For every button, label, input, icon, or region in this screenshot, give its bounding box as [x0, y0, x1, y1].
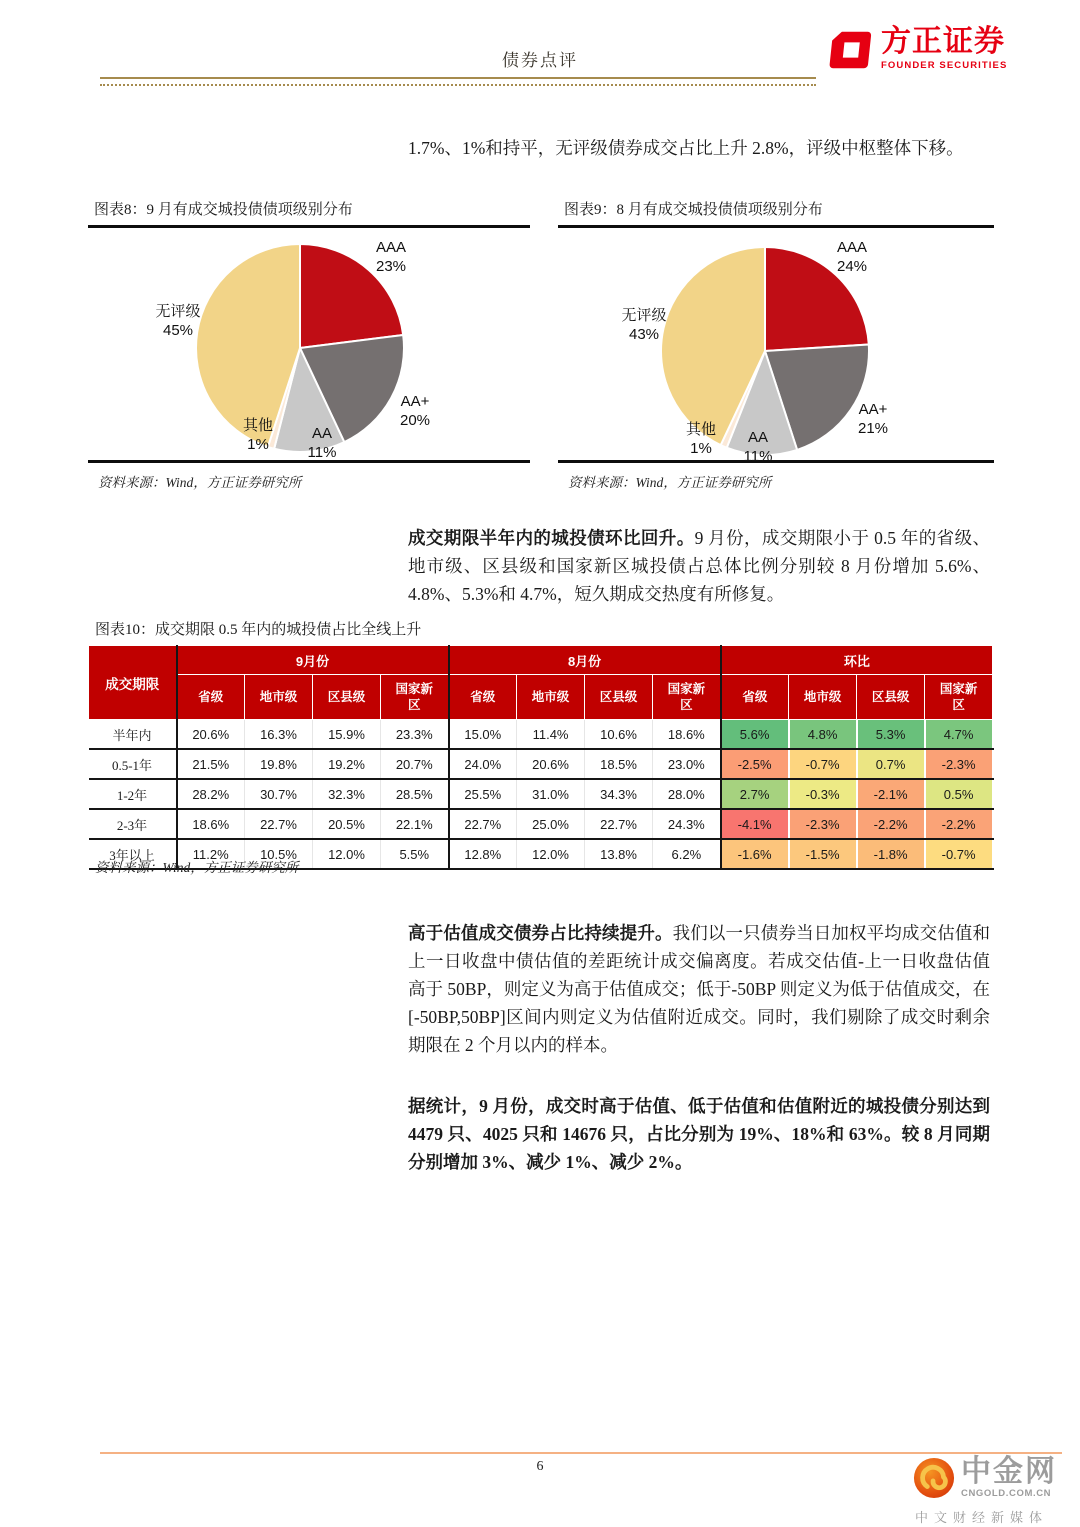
- cell-august: 24.3%: [653, 809, 721, 839]
- table-row: [89, 749, 993, 779]
- report-section-title: 债券点评: [502, 51, 578, 70]
- cell-september: 5.5%: [381, 839, 449, 869]
- cell-august: 25.0%: [517, 809, 585, 839]
- table-sub-header: 国家新区: [925, 675, 993, 720]
- cell-august: 6.2%: [653, 839, 721, 869]
- cell-mom-change: -2.3%: [925, 749, 993, 779]
- table-group-header: 9月份: [177, 646, 449, 675]
- cngold-tagline: 中文财经新媒体: [915, 1510, 1049, 1525]
- cell-september: 11.2%: [177, 839, 245, 869]
- table-sub-header: 省级: [721, 675, 789, 720]
- cell-september: 22.7%: [245, 809, 313, 839]
- cell-august: 18.5%: [585, 749, 653, 779]
- table-source: 资料来源：Wind，方正证券研究所: [95, 860, 299, 875]
- cell-august: 10.6%: [585, 720, 653, 750]
- pie-label-其他: 其他 1%: [242, 417, 274, 453]
- cell-mom-change: -1.6%: [721, 839, 789, 869]
- table-sub-header: 省级: [177, 675, 245, 720]
- table-corner-header: 成交期限: [89, 646, 177, 720]
- pie-label-AA+: AA+ 21%: [857, 401, 889, 437]
- row-label: 半年内: [89, 720, 177, 750]
- pie-chart-september: [88, 228, 530, 463]
- table-sub-header: 省级: [449, 675, 517, 720]
- page-number: 6: [536, 1459, 544, 1474]
- cell-mom-change: -0.3%: [789, 779, 857, 809]
- cell-september: 12.0%: [313, 839, 381, 869]
- paragraph-lead: 高于估值成交债券占比持续提升。: [408, 922, 673, 943]
- cell-august: 12.0%: [517, 839, 585, 869]
- cell-mom-change: -0.7%: [789, 749, 857, 779]
- cell-september: 20.6%: [177, 720, 245, 750]
- table-sub-header: 国家新区: [381, 675, 449, 720]
- pie-chart-august: [558, 228, 994, 463]
- table-sub-header: 区县级: [313, 675, 381, 720]
- cell-mom-change: 2.7%: [721, 779, 789, 809]
- footer-rule: [100, 1452, 1062, 1454]
- pie-label-AAA: AAA 24%: [836, 239, 868, 275]
- cell-mom-change: -2.2%: [857, 809, 925, 839]
- cngold-logo-icon: [913, 1457, 955, 1504]
- cell-september: 20.7%: [381, 749, 449, 779]
- table-title: 图表10：成交期限 0.5 年内的城投债占比全线上升: [95, 622, 422, 638]
- cell-september: 30.7%: [245, 779, 313, 809]
- cell-august: 31.0%: [517, 779, 585, 809]
- cell-august: 24.0%: [449, 749, 517, 779]
- cell-mom-change: -1.5%: [789, 839, 857, 869]
- cell-august: 12.8%: [449, 839, 517, 869]
- cngold-domain: CNGOLD.COM.CN: [961, 1488, 1052, 1499]
- cell-mom-change: -2.3%: [789, 809, 857, 839]
- cell-mom-change: -2.2%: [925, 809, 993, 839]
- chart-figure-8: [88, 196, 530, 491]
- paragraph-maturity: [408, 524, 990, 608]
- founder-logo-cn-text: 方正证券: [881, 25, 1005, 58]
- founder-logo-en-text: FOUNDER SECURITIES: [881, 59, 1008, 71]
- cell-mom-change: 4.7%: [925, 720, 993, 750]
- cell-august: 13.8%: [585, 839, 653, 869]
- cell-september: 15.9%: [313, 720, 381, 750]
- cell-august: 22.7%: [585, 809, 653, 839]
- pie-label-其他: 其他 1%: [685, 421, 717, 457]
- table-row: [89, 779, 993, 809]
- pie-label-AA+: AA+ 20%: [399, 393, 431, 429]
- table-sub-header: 区县级: [585, 675, 653, 720]
- cell-august: 22.7%: [449, 809, 517, 839]
- cell-september: 16.3%: [245, 720, 313, 750]
- cell-september: 20.5%: [313, 809, 381, 839]
- paragraph-lead: 成交期限半年内的城投债环比回升。: [408, 527, 695, 548]
- table-sub-header: 区县级: [857, 675, 925, 720]
- founder-logo-icon: [826, 26, 874, 79]
- row-label: 3年以上: [89, 839, 177, 869]
- header-rule: [100, 77, 816, 79]
- cell-august: 18.6%: [653, 720, 721, 750]
- cell-september: 32.3%: [313, 779, 381, 809]
- cell-mom-change: -2.5%: [721, 749, 789, 779]
- table-sub-header: 地市级: [245, 675, 313, 720]
- founder-securities-logo: [826, 26, 1007, 79]
- table-group-header: 环比: [721, 646, 993, 675]
- cell-september: 19.8%: [245, 749, 313, 779]
- cell-mom-change: 5.3%: [857, 720, 925, 750]
- cell-mom-change: 0.7%: [857, 749, 925, 779]
- pie-label-AA: AA 11%: [307, 425, 337, 461]
- paragraph-body: 9 月份，成交期限小于 0.5 年的省级、地市级、区县级和国家新区城投债占总体比例分别较 8 月份增加 5.6%、4.8%、5.3%和 4.7%，短久期成交热度有所修复。: [408, 527, 990, 604]
- pie-label-AAA: AAA 23%: [375, 239, 407, 275]
- cell-september: 10.5%: [245, 839, 313, 869]
- row-label: 2-3年: [89, 809, 177, 839]
- table-group-header: 8月份: [449, 646, 721, 675]
- paragraph-body: 我们以一只债券当日加权平均成交估值和上一日收盘中债估值的差距统计成交偏离度。若成交估值-上一日收盘估值高于 50BP，则定义为高于估值成交；低于-50BP 则定义为低于估值成交，在[-50BP,50BP]区间内则定义为估值附近成交。同时，我们剔除了成交时剩余期限在 2 个月以内的样本。: [408, 922, 990, 1055]
- table-row: [89, 720, 993, 750]
- cell-september: 28.2%: [177, 779, 245, 809]
- chart-title: 图表9：8 月有成交城投债债项级别分布: [558, 196, 994, 228]
- cell-mom-change: -0.7%: [925, 839, 993, 869]
- table-row: [89, 809, 993, 839]
- cell-mom-change: 4.8%: [789, 720, 857, 750]
- pie-label-AA: AA 11%: [743, 429, 773, 465]
- row-label: 0.5-1年: [89, 749, 177, 779]
- cngold-name: 中金网: [961, 1455, 1057, 1488]
- cell-august: 20.6%: [517, 749, 585, 779]
- cell-september: 19.2%: [313, 749, 381, 779]
- paragraph-valuation-stats: 据统计，9 月份，成交时高于估值、低于估值和估值附近的城投债分别达到 4479 只、4025 只和 14676 只，占比分别为 19%、18%和 63%。较 8 月同期分别增加 3%、减少 1%、减少 2%。: [408, 1095, 990, 1172]
- cell-august: 15.0%: [449, 720, 517, 750]
- cell-mom-change: 0.5%: [925, 779, 993, 809]
- cell-august: 28.0%: [653, 779, 721, 809]
- cell-september: 18.6%: [177, 809, 245, 839]
- chart-figure-9: [558, 196, 994, 491]
- cngold-logo: [913, 1457, 1075, 1526]
- cell-august: 23.0%: [653, 749, 721, 779]
- cell-mom-change: -2.1%: [857, 779, 925, 809]
- paragraph-rating-shift: 1.7%、1%和持平，无评级债券成交占比上升 2.8%，评级中枢整体下移。: [408, 137, 964, 158]
- row-label: 1-2年: [89, 779, 177, 809]
- pie-label-无评级: 无评级 43%: [621, 307, 667, 343]
- table-sub-header: 地市级: [789, 675, 857, 720]
- table-sub-header: 国家新区: [653, 675, 721, 720]
- cell-mom-change: -1.8%: [857, 839, 925, 869]
- cell-mom-change: 5.6%: [721, 720, 789, 750]
- pie-svg: [558, 228, 994, 460]
- cell-september: 28.5%: [381, 779, 449, 809]
- cell-august: 11.4%: [517, 720, 585, 750]
- chart-source: 资料来源：Wind，方正证券研究所: [568, 475, 772, 490]
- pie-label-无评级: 无评级 45%: [155, 303, 201, 339]
- cell-august: 34.3%: [585, 779, 653, 809]
- cell-mom-change: -4.1%: [721, 809, 789, 839]
- header-dotted-rule: [100, 84, 816, 86]
- paragraph-valuation-method: [408, 919, 990, 1059]
- cell-august: 25.5%: [449, 779, 517, 809]
- cell-september: 21.5%: [177, 749, 245, 779]
- chart-title: 图表8：9 月有成交城投债债项级别分布: [88, 196, 530, 228]
- monthly-table: [88, 645, 994, 870]
- cell-september: 22.1%: [381, 809, 449, 839]
- chart-source: 资料来源：Wind，方正证券研究所: [98, 475, 302, 490]
- table-sub-header: 地市级: [517, 675, 585, 720]
- cell-september: 23.3%: [381, 720, 449, 750]
